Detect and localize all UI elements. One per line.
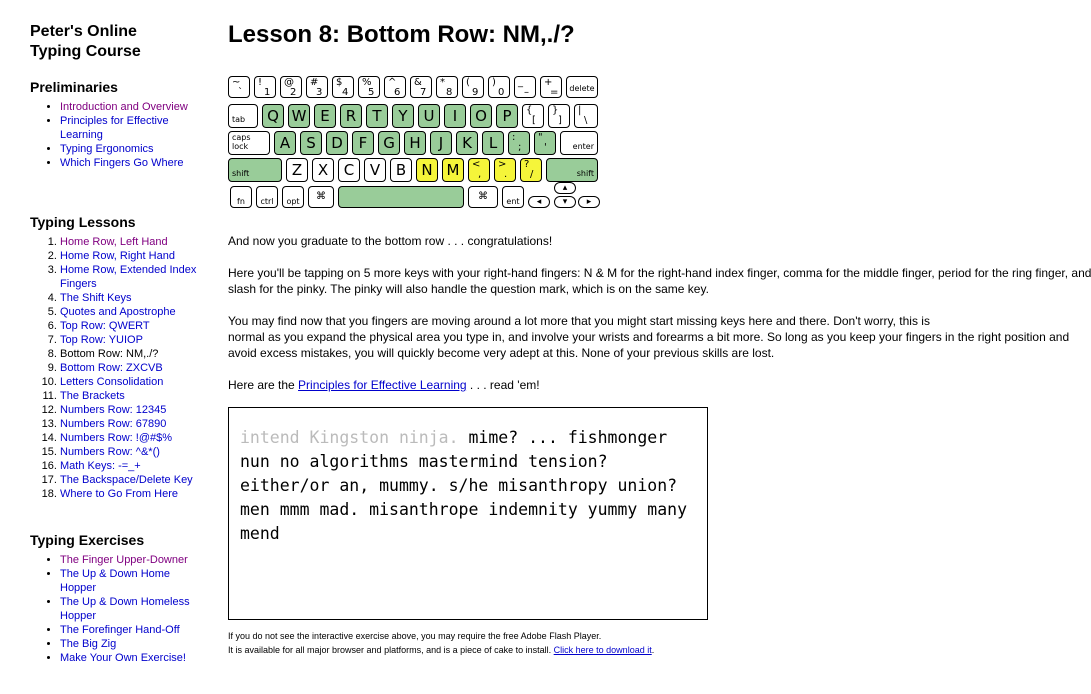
key-label: I <box>452 107 458 125</box>
key-k <box>456 131 478 155</box>
key-label: opt <box>286 197 300 206</box>
nav-link[interactable]: The Shift Keys <box>60 292 132 304</box>
arrow-up-icon: ▴ <box>562 183 568 193</box>
key-top-char: : <box>512 132 516 143</box>
key-f <box>352 131 374 155</box>
key-ent <box>502 186 524 208</box>
list-item <box>60 319 210 333</box>
key-label: T <box>372 107 382 125</box>
arrow-right-icon: ▸ <box>586 197 592 207</box>
key-label: ctrl <box>260 197 274 206</box>
key-p <box>496 104 518 128</box>
key-label: F <box>358 134 368 152</box>
key-bottom-char: 3 <box>316 87 323 98</box>
list-item <box>60 156 204 170</box>
list-item <box>60 100 204 114</box>
key-bottom-char: 1 <box>264 87 271 98</box>
exercise-text[interactable] <box>240 426 700 546</box>
list-item <box>60 333 210 347</box>
key-label: G <box>383 134 395 152</box>
key-label: enter <box>572 142 594 151</box>
key-3 <box>306 76 328 98</box>
key-bottom-char: 6 <box>394 87 401 98</box>
key-top-char: ! <box>258 77 263 88</box>
key-fn <box>230 186 252 208</box>
nav-link[interactable]: Home Row, Left Hand <box>60 236 168 248</box>
key-shift-right <box>546 158 598 182</box>
list-item <box>60 595 204 623</box>
key-0 <box>488 76 510 98</box>
key-l <box>482 131 504 155</box>
key-b <box>390 158 412 182</box>
nav-link[interactable]: The Finger Upper-Downer <box>60 554 188 566</box>
key-bottom-char: ` <box>238 87 243 98</box>
arrow-left-icon: ◂ <box>536 197 542 207</box>
key-label: N <box>421 161 433 179</box>
nav-link[interactable]: The Brackets <box>60 390 125 402</box>
key-comma <box>468 158 490 182</box>
paragraph-line: And now you graduate to the bottom row . . . congratulations! <box>228 234 553 248</box>
nav-link[interactable]: The Up & Down Homeless Hopper <box>60 596 190 622</box>
nav-link[interactable]: Numbers Row: 12345 <box>60 404 167 416</box>
key-w <box>288 104 310 128</box>
key-c <box>338 158 360 182</box>
list-item <box>60 114 204 142</box>
key-5 <box>358 76 380 98</box>
key-top-char: $ <box>336 77 343 88</box>
nav-link[interactable]: Math Keys: -=_+ <box>60 460 141 472</box>
typed-text: intend Kingston ninja. <box>240 428 459 447</box>
key-top-char: _ <box>518 77 523 88</box>
nav-link[interactable]: The Backspace/Delete Key <box>60 474 193 486</box>
flash-download-link[interactable]: Click here to download it <box>553 645 652 655</box>
key-shift-left <box>228 158 282 182</box>
key-t <box>366 104 388 128</box>
paragraph-line: Here you'll be tapping on 5 more keys with your right-hand fingers: N & M for the right-hand index finger, comma for the middle finger, period for the ring finger, and <box>228 266 1091 280</box>
key-i <box>444 104 466 128</box>
key-arrow-left <box>528 196 550 208</box>
lesson-title: Lesson 8: Bottom Row: NM,./? <box>228 21 575 48</box>
key-bottom-char: – <box>524 87 529 98</box>
keys-paragraph <box>228 265 1091 297</box>
principles-prefix: Here are the <box>228 378 299 392</box>
key-backslash <box>574 104 598 128</box>
download-suffix: . <box>651 645 655 655</box>
arrow-down-icon: ▾ <box>562 197 568 207</box>
key-4 <box>332 76 354 98</box>
site-title[interactable]: Peter's Online Typing Course <box>30 23 141 60</box>
nav-link[interactable]: Principles for Effective Learning <box>60 115 169 141</box>
key-label: K <box>462 134 472 152</box>
key-top-char: @ <box>284 77 294 88</box>
nav-link[interactable]: The Up & Down Home Hopper <box>60 568 171 594</box>
key-label: O <box>475 107 487 125</box>
list-item <box>60 431 210 445</box>
nav-link[interactable]: Typing Ergonomics <box>60 143 154 155</box>
remaining-text: mime? ... fishmonger nun no algorithms mastermind tension? either/or an, mummy. s/he misanthropy union? men mmm mad. misanthrope indemnity yummy many mend <box>240 428 688 543</box>
typing-exercises-list <box>30 553 204 665</box>
key-opt <box>282 186 304 208</box>
preliminaries-list <box>30 100 204 170</box>
key-label: shift <box>232 169 250 178</box>
key-enter <box>560 131 598 155</box>
key-top-char: ( <box>466 77 470 88</box>
key-bottom-char: 4 <box>342 87 349 98</box>
key-top-char: + <box>544 77 553 88</box>
key-command-right <box>468 186 498 208</box>
list-item <box>60 361 210 375</box>
key-bottom-char: / <box>530 169 534 180</box>
list-item <box>60 249 210 263</box>
key-ctrl <box>256 186 278 208</box>
nav-link[interactable]: Where to Go From Here <box>60 488 178 500</box>
advice-paragraph <box>228 313 1070 361</box>
key-q <box>262 104 284 128</box>
key-bottom-char: 8 <box>446 87 453 98</box>
nav-link[interactable]: The Big Zig <box>60 638 117 650</box>
key-bottom-char: 7 <box>420 87 427 98</box>
key-bottom-char: 2 <box>290 87 297 98</box>
key-minus <box>514 76 536 98</box>
list-item <box>60 375 210 389</box>
key-label: shift <box>576 169 594 178</box>
key-top-char: " <box>538 132 543 143</box>
flash-download-notice <box>228 644 654 657</box>
list-item <box>60 445 210 459</box>
key-top-char: % <box>362 77 372 88</box>
key-j <box>430 131 452 155</box>
paragraph-line: avoid excess mistakes, you will quickly become very adept at this. None of your previous skills are lost. <box>228 346 775 360</box>
key-right-bracket <box>548 104 570 128</box>
nav-link[interactable]: Letters Consolidation <box>60 376 164 388</box>
key-bottom-char: . <box>504 169 508 180</box>
key-a <box>274 131 296 155</box>
key-o <box>470 104 492 128</box>
key-s <box>300 131 322 155</box>
paragraph-line: normal as you expand the physical area you type in, and involve your wrists and forearms a bit more. So long as you keep your fingers in the right position and <box>228 330 1070 344</box>
key-bottom-char: [ <box>532 115 536 126</box>
key-label: X <box>317 161 329 179</box>
key-bottom-char: 9 <box>472 87 479 98</box>
key-label: S <box>306 134 316 152</box>
typing-lessons-heading: Typing Lessons <box>30 214 136 230</box>
key-semicolon <box>508 131 530 155</box>
current-lesson-item: 8. Bottom Row: NM,./? <box>60 347 210 361</box>
list-item <box>60 403 210 417</box>
key-command-left <box>308 186 334 208</box>
principles-link[interactable]: Principles for Effective Learning <box>298 378 467 392</box>
nav-link[interactable]: Home Row, Extended Index Fingers <box>60 264 197 290</box>
key-bottom-char: ] <box>558 115 562 126</box>
key-bottom-char: = <box>550 87 559 98</box>
intro-paragraph <box>228 233 848 249</box>
key-bottom-char: ' <box>544 142 547 153</box>
download-prefix: It is available for all major browser and platforms, and is a piece of cake to install. <box>228 645 554 655</box>
key-label: caps lock <box>232 133 251 151</box>
key-label: L <box>488 134 498 152</box>
key-label: R <box>345 107 357 125</box>
key-arrow-right <box>578 196 600 208</box>
command-icon: ⌘ <box>478 191 488 202</box>
list-item <box>60 417 210 431</box>
key-top-char: | <box>578 105 582 116</box>
key-backtick <box>228 76 250 98</box>
nav-link[interactable]: Introduction and Overview <box>60 101 188 113</box>
list-item <box>60 235 210 249</box>
typing-exercises-heading: Typing Exercises <box>30 532 145 548</box>
key-top-char: ) <box>492 77 496 88</box>
key-h <box>404 131 426 155</box>
key-1 <box>254 76 276 98</box>
key-equals <box>540 76 562 98</box>
key-top-char: > <box>498 159 507 170</box>
key-label: tab <box>232 115 246 124</box>
key-top-char: ? <box>524 159 530 170</box>
list-item <box>60 487 210 501</box>
key-v <box>364 158 386 182</box>
nav-link[interactable]: Numbers Row: 67890 <box>60 418 167 430</box>
list-item <box>60 651 204 665</box>
list-item <box>60 567 204 595</box>
key-space <box>338 186 464 208</box>
key-z <box>286 158 308 182</box>
list-item <box>60 389 210 403</box>
key-bottom-char: 0 <box>498 87 505 98</box>
key-label: C <box>343 161 355 179</box>
nav-link[interactable]: Numbers Row: !@#$% <box>60 432 173 444</box>
key-e <box>314 104 336 128</box>
key-top-char: { <box>526 105 533 116</box>
nav-link[interactable]: Top Row: QWERT <box>60 320 150 332</box>
key-period <box>494 158 516 182</box>
nav-link[interactable]: Which Fingers Go Where <box>60 157 184 169</box>
key-slash <box>520 158 542 182</box>
list-item <box>60 142 204 156</box>
key-label: E <box>320 107 330 125</box>
key-u <box>418 104 440 128</box>
key-r <box>340 104 362 128</box>
key-g <box>378 131 400 155</box>
typing-exercise-box[interactable] <box>228 407 708 620</box>
key-label: ent <box>506 197 520 206</box>
list-item <box>60 473 210 487</box>
key-label: M <box>446 161 460 179</box>
nav-link[interactable]: Home Row, Right Hand <box>60 250 175 262</box>
key-label: W <box>291 107 307 125</box>
key-label: delete <box>569 84 595 93</box>
key-label: V <box>369 161 381 179</box>
key-label: J <box>438 134 444 152</box>
key-top-char: # <box>310 77 319 88</box>
keyboard-diagram <box>228 76 603 210</box>
key-y <box>392 104 414 128</box>
key-label: B <box>395 161 407 179</box>
nav-link[interactable]: Numbers Row: ^&*() <box>60 446 160 458</box>
key-8 <box>436 76 458 98</box>
key-6 <box>384 76 406 98</box>
list-item <box>60 263 210 291</box>
flash-notice: If you do not see the interactive exercise above, you may require the free Adobe Flash Player. <box>228 631 602 641</box>
main-content <box>228 0 1091 694</box>
key-left-bracket <box>522 104 544 128</box>
command-icon: ⌘ <box>316 191 326 202</box>
key-label: U <box>423 107 435 125</box>
list-item <box>60 459 210 473</box>
paragraph-line: slash for the pinky. The pinky will also handle the question mark, which is on the same key. <box>228 282 709 296</box>
key-7 <box>410 76 432 98</box>
key-top-char: * <box>440 77 445 88</box>
list-item <box>60 637 204 651</box>
list-item <box>60 553 204 567</box>
list-item <box>60 291 210 305</box>
key-x <box>312 158 334 182</box>
key-2 <box>280 76 302 98</box>
key-n <box>416 158 438 182</box>
nav-link[interactable]: Make Your Own Exercise! <box>60 652 186 664</box>
nav-link[interactable]: Quotes and Apostrophe <box>60 306 176 318</box>
nav-link[interactable]: Bottom Row: ZXCVB <box>60 362 163 374</box>
key-quote <box>534 131 556 155</box>
key-top-char: ^ <box>388 77 397 88</box>
list-item <box>60 623 204 637</box>
key-label: P <box>502 107 512 125</box>
key-label: fn <box>237 197 245 206</box>
key-top-char: ~ <box>232 77 241 88</box>
key-tab <box>228 104 258 128</box>
nav-link[interactable]: Top Row: YUIOP <box>60 334 143 346</box>
key-bottom-char: , <box>478 169 482 180</box>
key-d <box>326 131 348 155</box>
key-arrow-up <box>554 182 576 194</box>
key-label: Y <box>398 107 408 125</box>
principles-paragraph <box>228 377 848 393</box>
key-9 <box>462 76 484 98</box>
key-top-char: < <box>472 159 481 170</box>
key-arrow-down <box>554 196 576 208</box>
key-top-char: } <box>552 105 559 116</box>
key-bottom-char: \ <box>584 115 588 126</box>
key-top-char: & <box>414 77 422 88</box>
key-label: Q <box>267 107 279 125</box>
list-item <box>60 305 210 319</box>
key-label: D <box>331 134 343 152</box>
key-label: A <box>279 134 291 152</box>
key-label: H <box>409 134 421 152</box>
paragraph-line: You may find now that you fingers are moving around a lot more that you might start missing keys here and there. Don't worry, this is <box>228 314 930 328</box>
key-label: Z <box>291 161 303 179</box>
key-bottom-char: ; <box>518 142 522 153</box>
key-bottom-char: 5 <box>368 87 375 98</box>
key-caps-lock <box>228 131 270 155</box>
preliminaries-heading: Preliminaries <box>30 79 118 95</box>
key-delete <box>566 76 598 98</box>
principles-suffix: . . . read 'em! <box>466 378 540 392</box>
nav-link[interactable]: The Forefinger Hand-Off <box>60 624 180 636</box>
key-m <box>442 158 464 182</box>
typing-lessons-list <box>30 235 210 501</box>
